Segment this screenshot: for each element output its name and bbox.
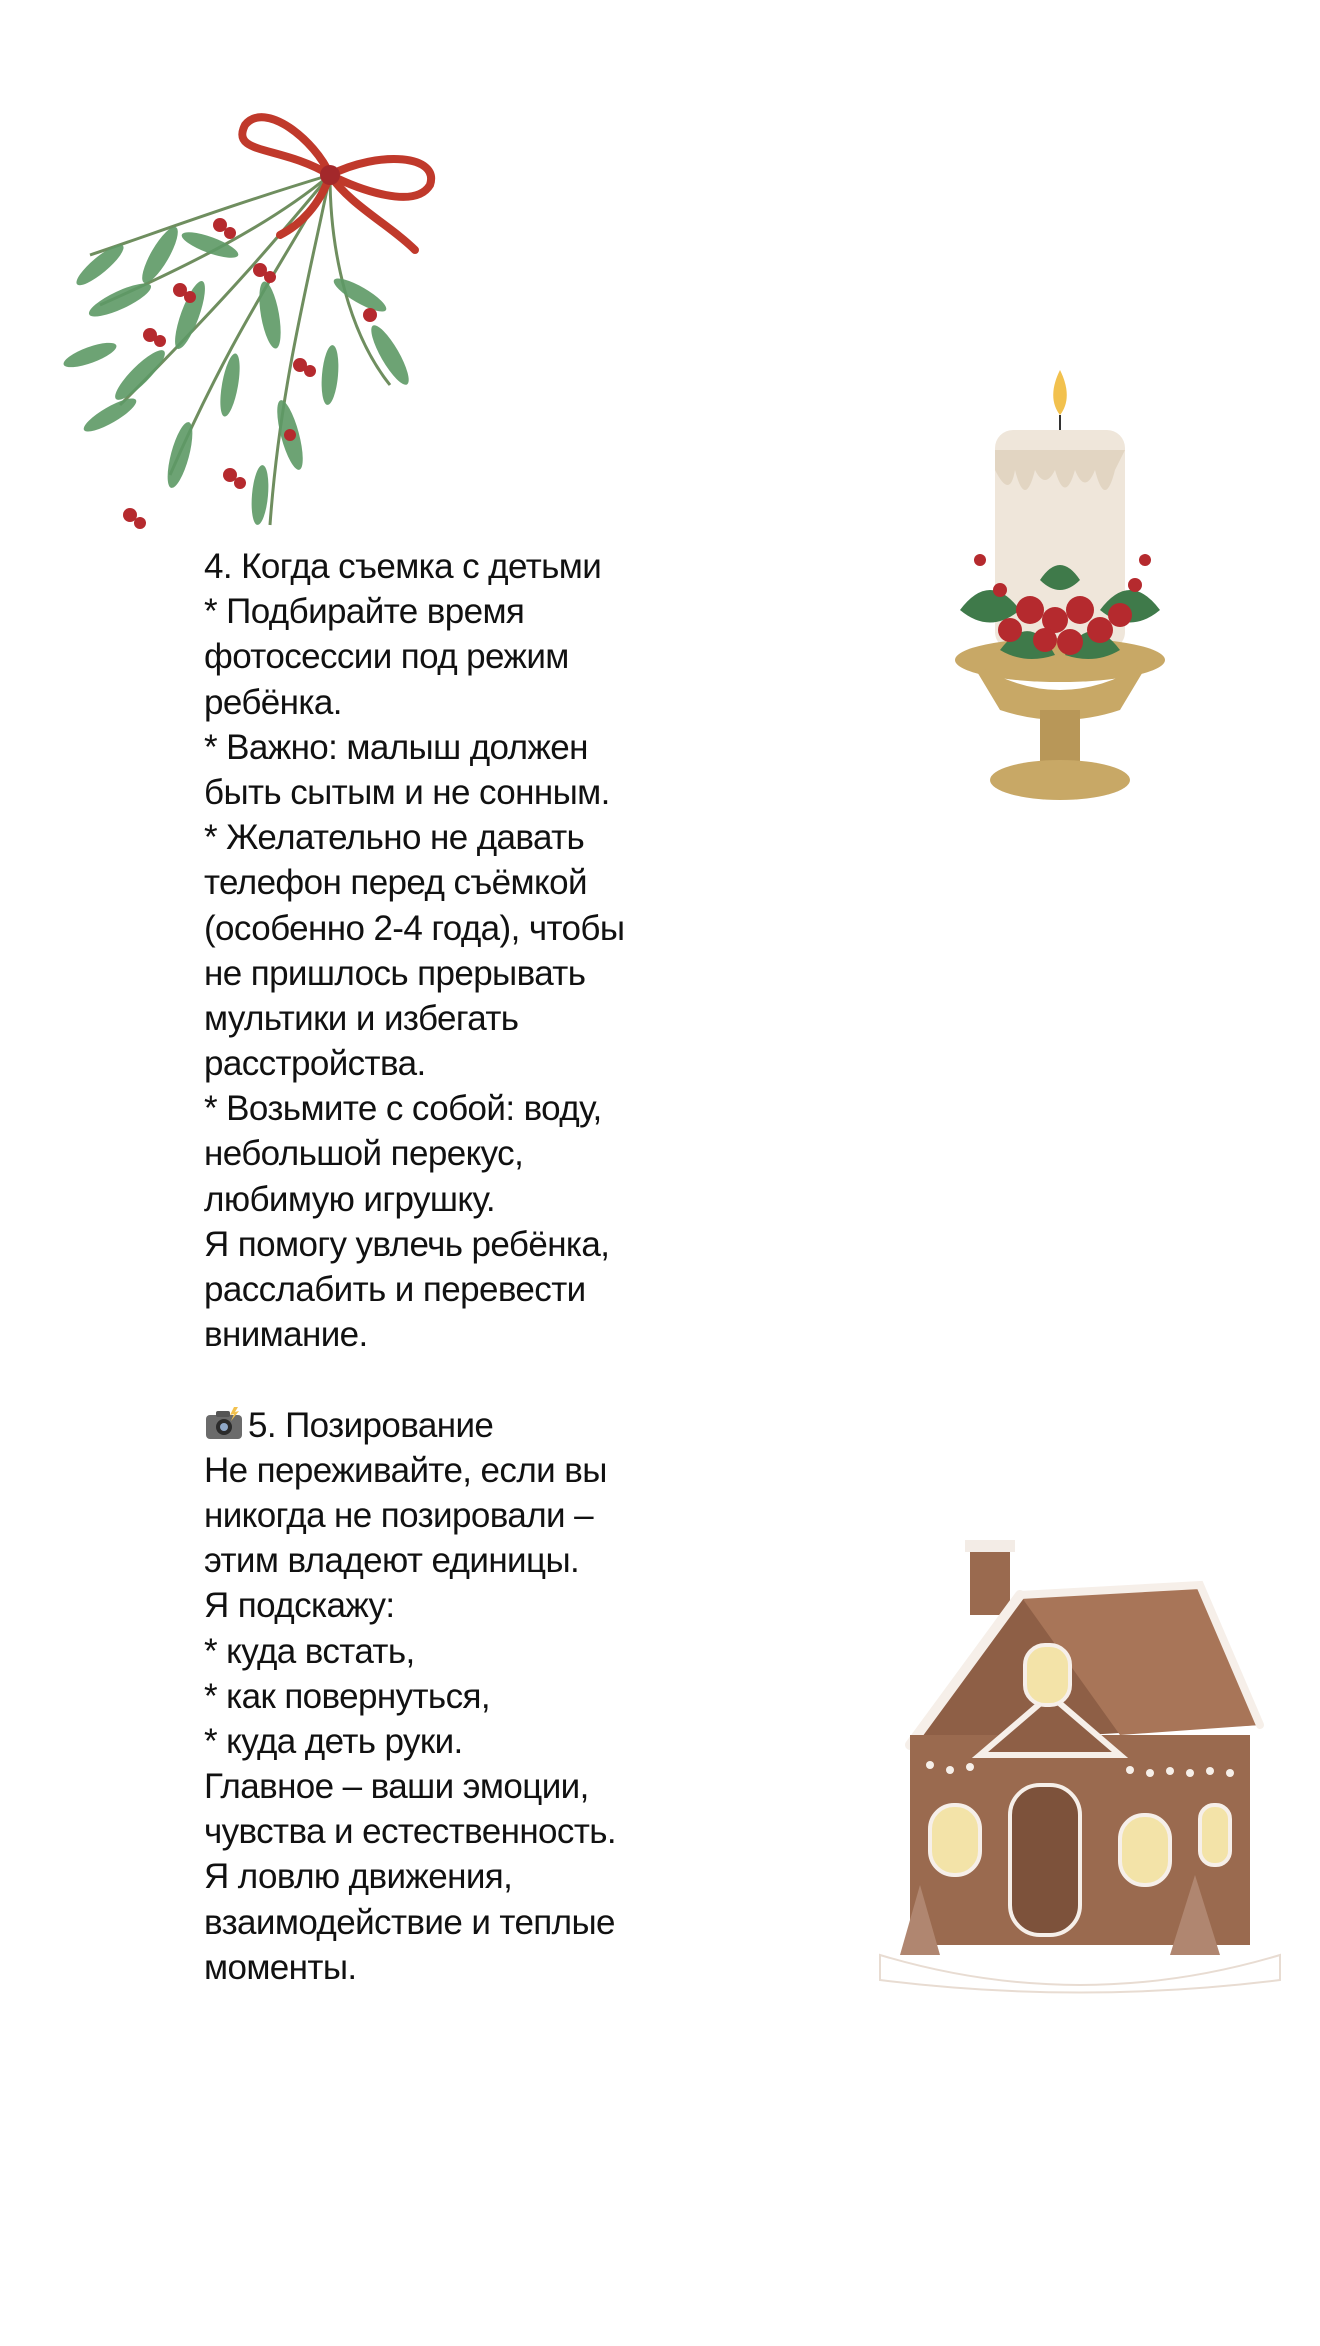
mistletoe-illustration: [30, 55, 460, 575]
section5-heading: 5. Позирование: [248, 1405, 494, 1445]
section4-line: * Важно: малыш должен: [204, 727, 588, 767]
section4-line: внимание.: [204, 1315, 368, 1355]
section5-line: Главное – ваши эмоции,: [204, 1767, 589, 1807]
section4-line: мультики и избегать: [204, 998, 519, 1038]
section4-line: расслабить и перевести: [204, 1270, 586, 1309]
section5-line: Не переживайте, если вы: [204, 1450, 607, 1490]
section4-line: небольшой перекус,: [204, 1134, 524, 1174]
section4-line: (особенно 2-4 года), чтобы: [204, 908, 625, 948]
section5-line: чувства и естественность.: [204, 1812, 617, 1852]
section5-line: * куда деть руки.: [204, 1721, 463, 1761]
section4-heading: 4. Когда съемка с детьми: [204, 547, 602, 586]
section4-line: ребёнка.: [204, 682, 342, 722]
section4-line: быть сытым и не сонным.: [204, 772, 610, 812]
paragraph-gap: [204, 1357, 764, 1402]
gingerbread-house-illustration: [870, 1535, 1290, 2005]
section4-line: Я помогу увлечь ребёнка,: [204, 1224, 610, 1264]
section5-line: этим владеют единицы.: [204, 1541, 580, 1581]
section4-line: телефон перед съёмкой: [204, 863, 587, 903]
section4-line: расстройства.: [204, 1044, 426, 1084]
section4-line: фотосессии под режим: [204, 637, 569, 677]
section4-line: * Желательно не давать: [204, 818, 585, 858]
section4-line: * Подбирайте время: [204, 592, 525, 632]
candle-illustration: [940, 360, 1180, 900]
section5-line: взаимодействие и теплые: [204, 1902, 615, 1942]
section5-line: Я подскажу:: [204, 1586, 395, 1626]
section4-line: любимую игрушку.: [204, 1179, 495, 1219]
tips-text-block: [204, 544, 764, 1990]
section4-line: * Возьмите с собой: воду,: [204, 1089, 602, 1129]
section5-line: * как повернуться,: [204, 1676, 490, 1716]
section5-line: Я ловлю движения,: [204, 1857, 513, 1897]
section5-line: моменты.: [204, 1947, 357, 1987]
section5-line: * куда встать,: [204, 1631, 415, 1671]
section4-line: не пришлось прерывать: [204, 953, 586, 993]
section5-line: никогда не позировали –: [204, 1495, 593, 1535]
camera-flash-icon: [204, 1405, 244, 1441]
section5-heading-row: [204, 1403, 764, 1448]
